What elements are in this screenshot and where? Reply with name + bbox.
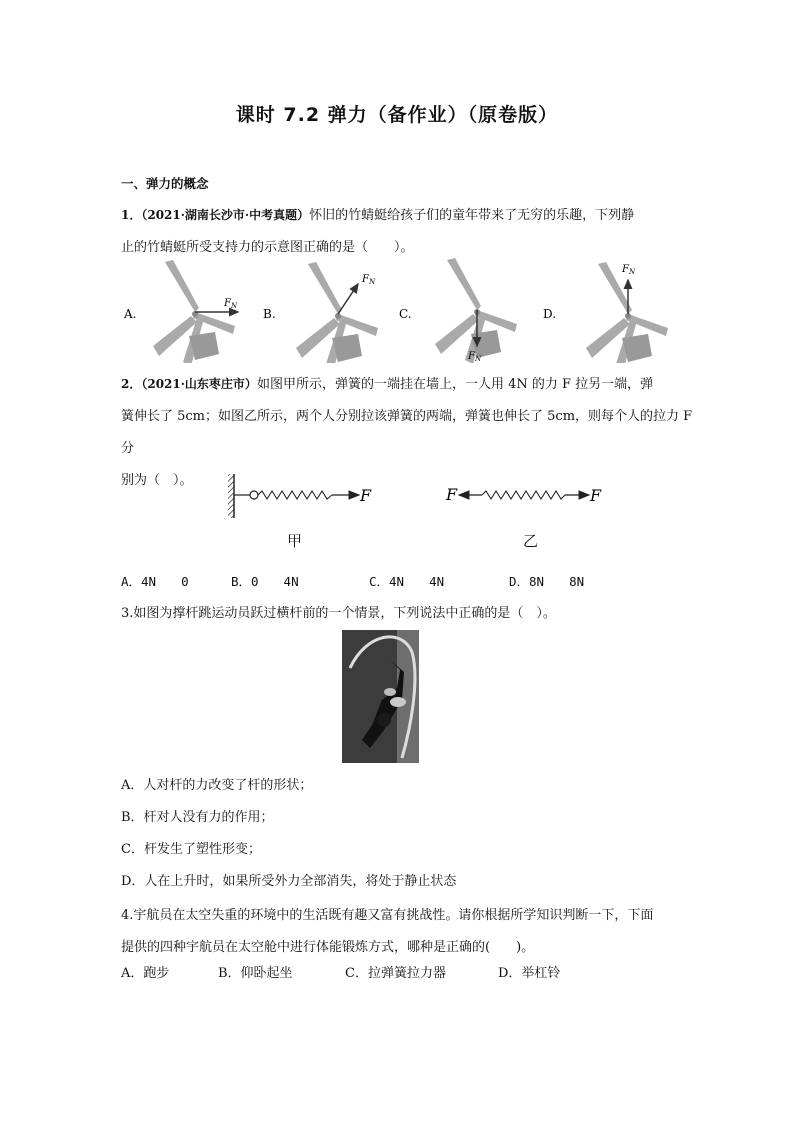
section-heading: 一、弹力的概念 bbox=[121, 176, 209, 191]
q1-options-figure bbox=[110, 258, 700, 363]
question-4 bbox=[121, 900, 701, 964]
q2-option-a: A．4N 0 bbox=[121, 574, 189, 589]
q1-option-a-figure bbox=[153, 260, 238, 363]
q3-options bbox=[121, 770, 701, 898]
q4-option-d: D．举杠铃 bbox=[498, 966, 561, 981]
q1-option-b-label: B. bbox=[263, 307, 276, 321]
q1-option-c-figure bbox=[435, 258, 517, 363]
spring-figure-right bbox=[445, 485, 602, 505]
spring-hook bbox=[250, 491, 258, 499]
q1-option-b-figure bbox=[296, 262, 378, 363]
q3-option-b: B．杆对人没有力的作用； bbox=[121, 810, 274, 825]
wall bbox=[228, 474, 234, 518]
force-label: F bbox=[360, 486, 372, 505]
q1-text-line2: 止的竹蜻蜓所受支持力的示意图正确的是（ ）。 bbox=[121, 240, 414, 255]
page-title: 课时 7.2 弹力（备作业）（原卷版） bbox=[235, 104, 559, 126]
q2-text-line3: 别为（ ）。 bbox=[121, 473, 193, 488]
q2-text-line1: 如图甲所示，弹簧的一端挂在墙上，一人用 4N 的力 F 拉另一端，弹 bbox=[256, 377, 654, 392]
q3-option-a: A．人对杆的力改变了杆的形状； bbox=[121, 778, 313, 793]
q2-option-d: D．8N 8N bbox=[509, 574, 585, 589]
q1-option-d-label: D. bbox=[543, 307, 557, 321]
q1-text-line1: 怀旧的竹蜻蜓给孩子们的童年带来了无穷的乐趣，下列静 bbox=[309, 208, 635, 223]
q4-option-b: B．仰卧起坐 bbox=[218, 966, 293, 981]
spring bbox=[258, 491, 332, 499]
caption-yi: 乙 bbox=[523, 532, 539, 550]
q2-option-c: C．4N 4N bbox=[369, 574, 445, 589]
question-1 bbox=[121, 199, 701, 264]
q2-source: 2．（2021·山东枣庄市） bbox=[121, 377, 257, 391]
force-label: F bbox=[590, 486, 602, 505]
force-label-b: $F_N$ bbox=[362, 274, 376, 286]
force-label: F bbox=[446, 485, 458, 504]
q4-text-line1: 4.宇航员在太空失重的环境中的生活既有趣又富有挑战性。请你根据所学知识判断一下，下面 bbox=[121, 908, 654, 923]
q2-spring-figure bbox=[220, 472, 620, 522]
q1-option-d-figure bbox=[586, 262, 668, 363]
force-label-d: $F_N$ bbox=[622, 264, 636, 276]
q1-option-a-label: A. bbox=[124, 307, 137, 321]
force-label-a: $F_N$ bbox=[224, 298, 238, 310]
force-label-c: $F_N$ bbox=[468, 351, 482, 363]
q2-option-b: B．0 4N bbox=[231, 574, 299, 589]
caption-jia: 甲 bbox=[287, 532, 303, 550]
q1-option-c-label: C. bbox=[399, 307, 412, 321]
q3-photo-pole-vault bbox=[342, 630, 419, 763]
q1-source: 1．（2021·湖南长沙市·中考真题） bbox=[121, 208, 310, 222]
q3-option-c: C．杆发生了塑性形变； bbox=[121, 842, 261, 857]
q3-option-d: D．人在上升时，如果所受外力全部消失，将处于静止状态 bbox=[121, 874, 457, 889]
spring bbox=[482, 491, 565, 499]
force-arrow-b bbox=[338, 284, 358, 314]
q2-text-line2: 簧伸长了 5cm；如图乙所示，两个人分别拉该弹簧的两端，弹簧也伸长了 5cm，则每个人的拉力 F 分 bbox=[121, 409, 693, 456]
spring-figure-left bbox=[228, 474, 372, 518]
q3-text: 3.如图为撑杆跳运动员跃过横杆前的一个情景，下列说法中正确的是（ ）。 bbox=[121, 606, 556, 621]
q4-option-a: A．跑步 bbox=[121, 966, 170, 981]
q4-text-line2: 提供的四种宇航员在太空舱中进行体能锻炼方式，哪种是正确的( )。 bbox=[121, 940, 535, 955]
q4-option-c: C．拉弹簧拉力器 bbox=[345, 966, 446, 981]
